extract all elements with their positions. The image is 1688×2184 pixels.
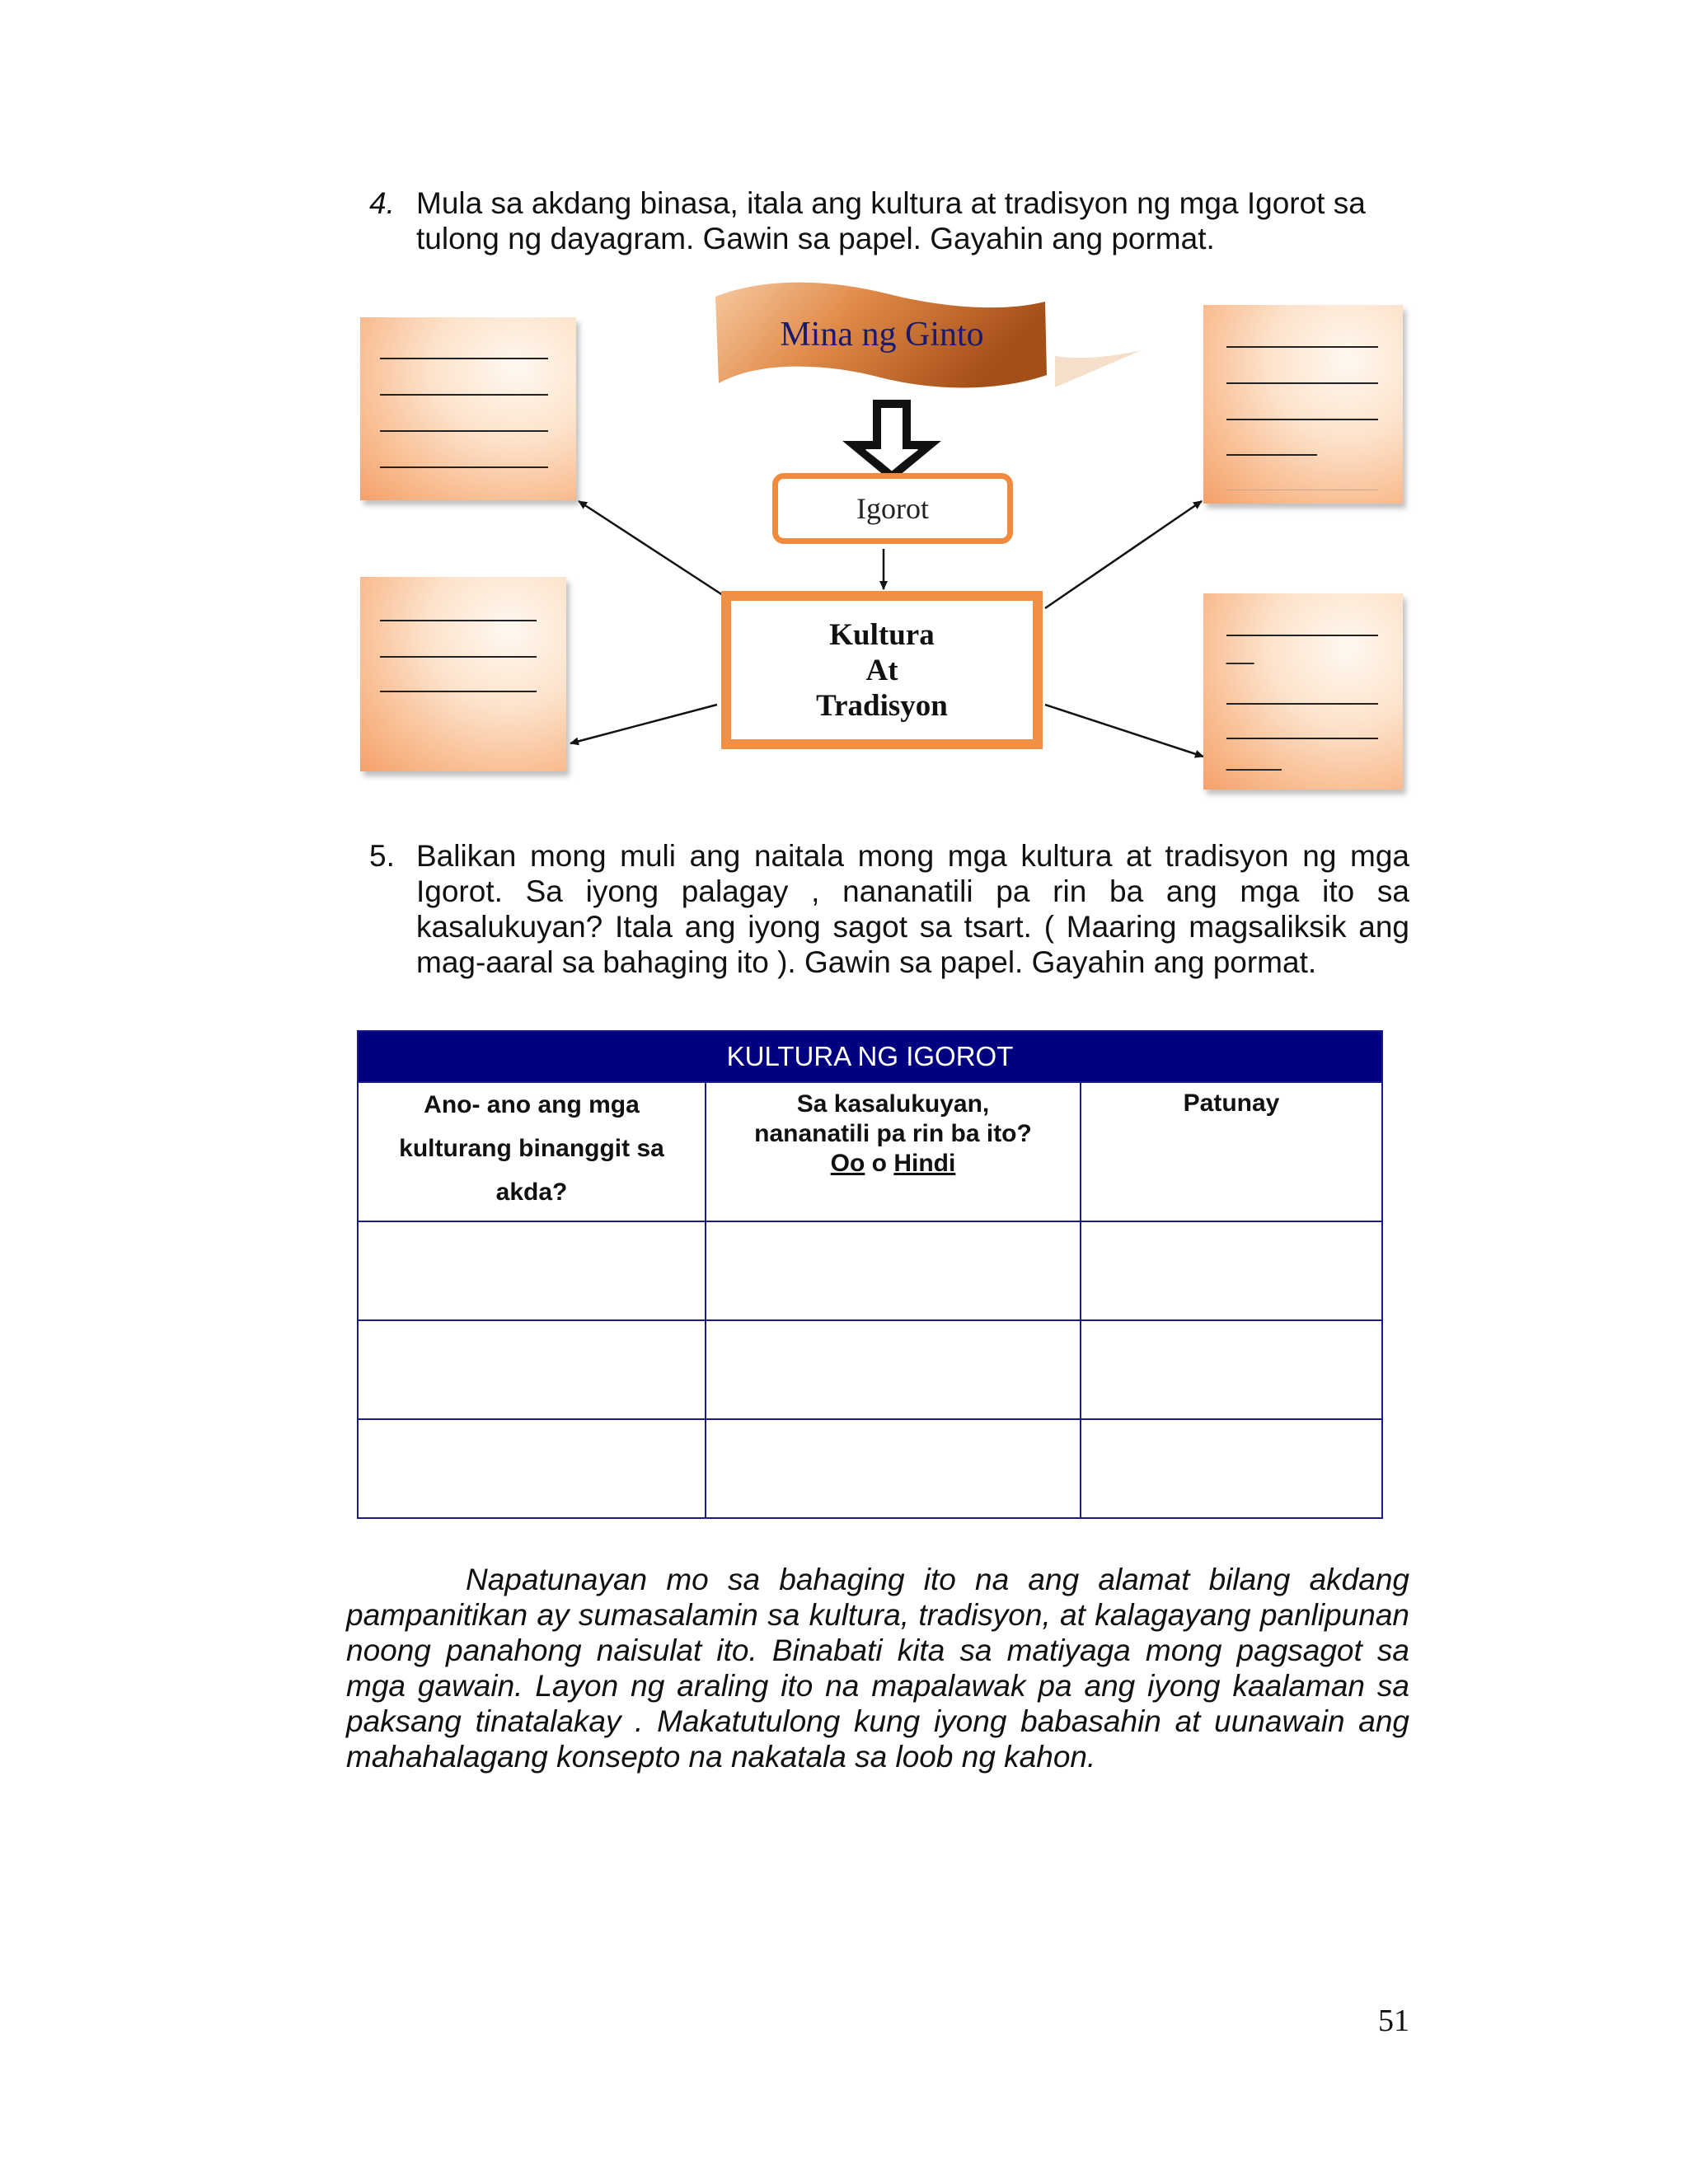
blank-line [1226,382,1378,384]
table-cell [1081,1419,1382,1518]
blank-line [1226,419,1378,420]
question-5 [369,838,1409,980]
header-line [715,1149,1071,1179]
table-cell [1081,1320,1382,1419]
answer-box-top-left [360,317,576,500]
column-header-kasalukuyan [706,1082,1081,1221]
blank-line [380,691,537,692]
arrow-to-bottom-right [1045,705,1203,757]
blank-line [1226,346,1378,348]
kultura-tradisyon-label [729,599,1034,741]
question-5-number: 5. [369,839,395,873]
table-cell [706,1320,1081,1419]
column-header-kultura: Ano- ano ang mga kulturang binanggit sa akda? [358,1082,706,1221]
line-fragment: ____ [1226,744,1282,771]
line-fragment: __ [1226,638,1254,665]
blank-line [380,430,548,432]
main-box-line: Tradisyon [816,688,948,723]
table-cell [706,1221,1081,1320]
blank-line [1226,454,1317,456]
table-row [358,1419,1382,1518]
blank-line [380,620,537,621]
table-cell [706,1419,1081,1518]
question-4-number: 4. [369,186,395,220]
banner-shadow [1055,350,1142,387]
blank-line [380,466,548,468]
question-4-text: Mula sa akdang binasa, itala ang kultura at tradisyon ng mga Igorot sa tulong ng dayagram. Gawin sa papel. Gayahin ang pormat. [416,186,1366,255]
table-cell [358,1221,706,1320]
option-hindi: Hindi [893,1150,956,1177]
arrow-to-bottom-left [570,705,717,743]
kultura-ng-igorot-table [357,1030,1383,1519]
table-cell [1081,1221,1382,1320]
question-5-text: Balikan mong muli ang naitala mong mga kultura at tradisyon ng mga Igorot. Sa iyong palagay , nananatili pa rin ba ang mga ito sa kasalukuyan? Itala ang iyong sagot sa tsart. ( Maaring magsaliksik ang mag-aaral sa bahaging ito ). Gawin sa papel. Gayahin ang pormat. [416,839,1409,979]
arrow-to-top-left [579,501,730,600]
main-box-line: Kultura [829,617,935,652]
blank-line [380,358,548,359]
kultura-table [357,1030,1381,1519]
answer-box-top-right [1203,305,1403,504]
blank-line [1226,703,1378,705]
answer-box-bottom-left [360,577,566,771]
blank-line [380,394,548,396]
option-oo: Oo [830,1150,865,1177]
table-cell [358,1320,706,1419]
igorot-box: Igorot [772,473,1013,544]
column-header-patunay: Patunay [1081,1082,1382,1221]
banner-title: Mina ng Ginto [780,316,984,354]
kultura-tradisyon-box [721,591,1043,749]
table-row [358,1221,1382,1320]
header-line: Sa kasalukuyan, [796,1090,990,1118]
closing-paragraph: Napatunayan mo sa bahaging ito na ang alamat bilang akdang pampanitikan ay sumasalamin sa kultura, tradisyon, at kalagayang panlipunan noong panahong naisulat ito. Binabati kita sa matiyaga mong pagsagot sa mga gawain. Layon ng araling ito na mapalawak pa ang iyong kaalaman sa paksang tinatalakay . Makatutulong kung iyong babasahin at uunawain ang mahahalagang konsepto na nakatala sa loob ng kahon. [346,1563,1409,1774]
blank-line [1226,738,1378,739]
option-separator: o [865,1150,894,1177]
culture-diagram [0,0,1688,824]
blank-line [1226,635,1378,636]
table-row [358,1320,1382,1419]
page-number: 51 [1378,2004,1409,2038]
header-line: nananatili pa rin ba ito? [754,1120,1032,1147]
table-cell [358,1419,706,1518]
down-arrow-icon [854,404,930,476]
arrow-to-top-right [1045,501,1202,608]
table-title: KULTURA NG IGOROT [358,1031,1382,1082]
answer-box-bottom-right [1203,593,1403,790]
blank-line [380,656,537,658]
main-box-line: At [865,653,898,687]
